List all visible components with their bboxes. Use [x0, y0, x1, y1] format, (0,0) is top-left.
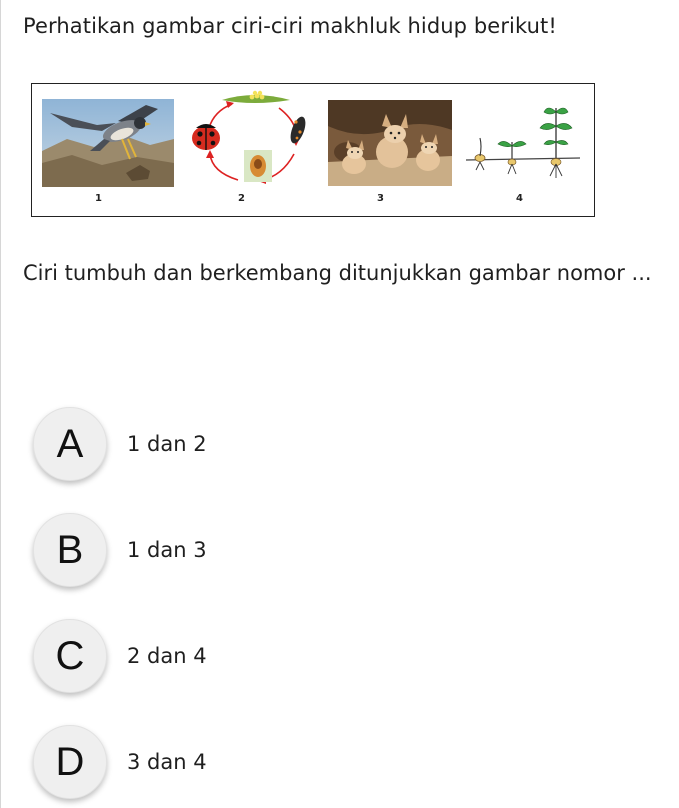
option-b-letter[interactable]: B — [33, 513, 107, 587]
option-b[interactable] — [33, 513, 207, 587]
option-a[interactable] — [33, 407, 207, 481]
figure-label-4: 4 — [516, 193, 523, 204]
option-c[interactable] — [33, 619, 207, 693]
option-d-letter[interactable]: D — [33, 725, 107, 799]
falcon-image — [42, 99, 174, 191]
option-c-letter[interactable]: C — [33, 619, 107, 693]
figure-panel — [31, 83, 595, 217]
figure-label-2: 2 — [238, 193, 245, 204]
figure-label-3: 3 — [377, 193, 384, 204]
figure-label-1: 1 — [95, 193, 102, 204]
ladybug-lifecycle-image — [182, 88, 317, 194]
option-c-text: 2 dan 4 — [127, 644, 207, 668]
option-a-text: 1 dan 2 — [127, 432, 207, 456]
option-d-text: 3 dan 4 — [127, 750, 207, 774]
option-d[interactable] — [33, 725, 207, 799]
question-text: Ciri tumbuh dan berkembang ditunjukkan gambar nomor ... — [23, 261, 652, 285]
option-b-text: 1 dan 3 — [127, 538, 207, 562]
plant-growth-image — [462, 102, 584, 192]
fox-family-image — [328, 100, 452, 190]
option-a-letter[interactable]: A — [33, 407, 107, 481]
question-title: Perhatikan gambar ciri-ciri makhluk hidup berikut! — [23, 14, 557, 38]
